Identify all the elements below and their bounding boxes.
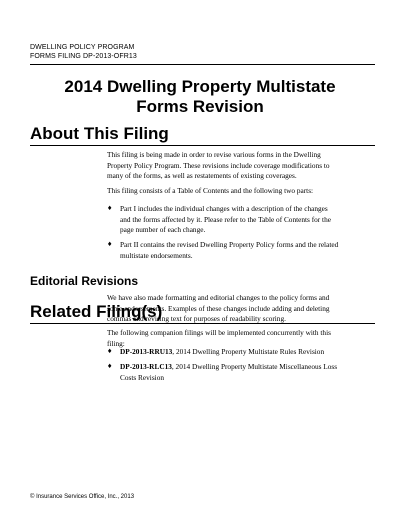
header-rule [30,64,375,65]
diamond-bullet-icon: ♦ [107,241,113,248]
about-paragraph-1: This filing is being made in order to revise various forms in the Dwelling Property Policy Program. These revisions include coverage modifications to many of the forms, as well as restatements of existing coverages. [107,150,330,180]
title-line-2: Forms Revision [136,97,264,116]
about-bullet-part-1 [107,204,339,236]
related-item-loss-costs [107,362,339,383]
diamond-bullet-icon: ♦ [107,205,113,212]
title-line-1: 2014 Dwelling Property Multistate [64,77,336,96]
diamond-bullet-icon: ♦ [107,348,113,355]
bullet-text: Part II contains the revised Dwelling Property Policy forms and the related multistate endorsements. [120,240,339,260]
document-title [30,77,370,117]
diamond-bullet-icon: ♦ [107,363,113,370]
related-paragraph: The following companion filings will be implemented concurrently with this filing: [107,328,331,348]
bullet-text [120,362,339,383]
header-program: DWELLING POLICY PROGRAM [30,44,135,51]
about-bullet-part-2 [107,240,339,261]
filing-code: DP-2013-RLC13 [120,362,172,371]
editorial-heading: Editorial Revisions [30,274,139,288]
about-heading-rule [30,145,375,146]
bullet-text: Part I includes the individual changes with a description of the changes and the forms affected by it. Please refer to the Table of Contents for the page number of each change. [120,204,331,234]
related-item-rules [107,347,339,358]
bullet-text [120,347,339,358]
running-header [30,44,375,61]
filing-description: , 2014 Dwelling Property Multistate Miscellaneous Loss Costs Revision [120,362,338,382]
header-filing-id: FORMS FILING DP-2013-OFR13 [30,52,137,60]
related-heading-rule [30,323,375,324]
related-heading: Related Filing(s) [30,302,163,321]
about-heading: About This Filing [30,124,169,143]
filing-code: DP-2013-RRU13 [120,347,173,356]
about-paragraph-2: This filing consists of a Table of Contents and the following two parts: [107,186,314,195]
editorial-paragraph: We have also made formatting and editorial changes to the policy forms and some endorsements. Examples of these changes include adding and deleting commas and revising text for purposes of readability scoring. [107,293,330,323]
copyright-footer: © Insurance Services Office, Inc., 2013 [30,494,135,500]
filing-description: , 2014 Dwelling Property Multistate Rules Revision [172,347,325,356]
